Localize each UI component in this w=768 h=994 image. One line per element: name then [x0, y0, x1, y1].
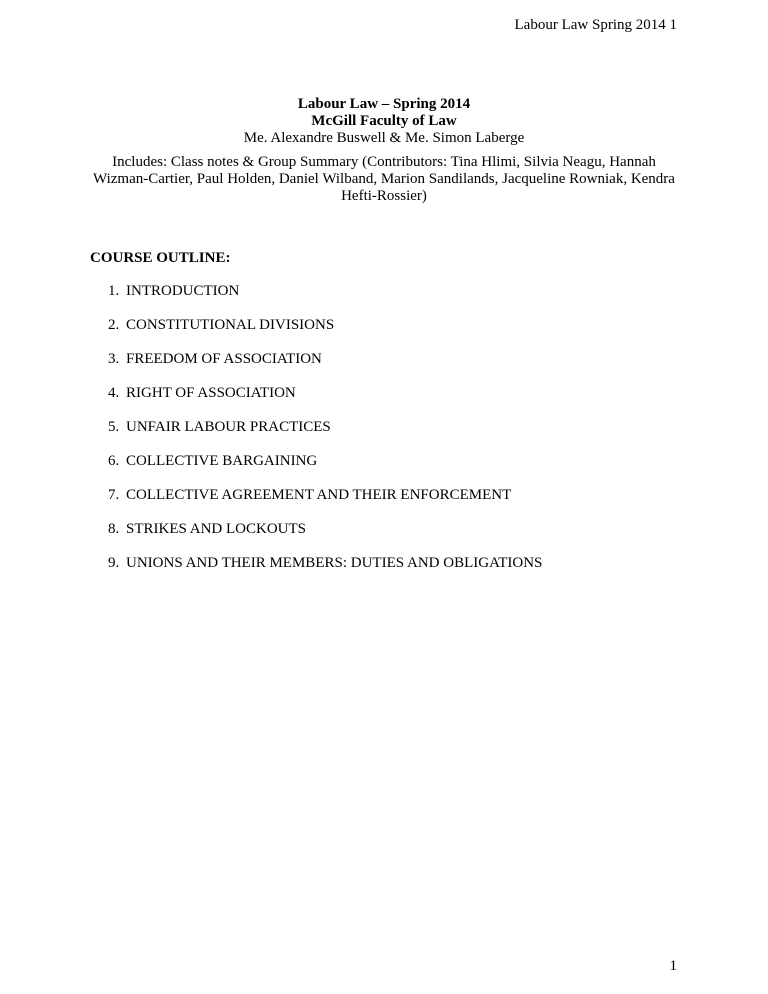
list-item-text: RIGHT OF ASSOCIATION [126, 385, 296, 401]
list-item [108, 350, 542, 384]
course-outline-heading: COURSE OUTLINE: [90, 250, 231, 266]
page-number: 1 [669, 958, 677, 974]
list-item [108, 418, 542, 452]
list-item-number: 1. [108, 283, 120, 299]
running-header: Labour Law Spring 2014 1 [514, 17, 677, 33]
list-item-text: UNIONS AND THEIR MEMBERS: DUTIES AND OBLIGATIONS [126, 555, 543, 571]
list-item [108, 554, 542, 588]
list-item [108, 520, 542, 554]
list-item-text: INTRODUCTION [126, 283, 240, 299]
list-item [108, 486, 542, 520]
includes-line-2: Wizman-Cartier, Paul Holden, Daniel Wilband, Marion Sandilands, Jacqueline Rowniak, Kendra [93, 171, 675, 187]
list-item [108, 316, 542, 350]
list-item-text: COLLECTIVE AGREEMENT AND THEIR ENFORCEMENT [126, 487, 512, 503]
list-item-text: CONSTITUTIONAL DIVISIONS [126, 317, 335, 333]
list-item-number: 6. [108, 453, 120, 469]
list-item-text: COLLECTIVE BARGAINING [126, 453, 318, 469]
list-item [108, 384, 542, 418]
institution-name: McGill Faculty of Law [311, 113, 457, 129]
includes-line-1: Includes: Class notes & Group Summary (Contributors: Tina Hlimi, Silvia Neagu, Hannah [112, 154, 656, 170]
list-item-number: 4. [108, 385, 120, 401]
list-item [108, 452, 542, 486]
instructors: Me. Alexandre Buswell & Me. Simon Laberge [243, 130, 525, 146]
list-item-number: 3. [108, 351, 120, 367]
list-item-text: FREEDOM OF ASSOCIATION [126, 351, 322, 367]
title-block [90, 96, 678, 147]
list-item [108, 282, 542, 316]
list-item-number: 5. [108, 419, 120, 435]
includes-line-3: Hefti-Rossier) [341, 188, 427, 204]
list-item-text: STRIKES AND LOCKOUTS [126, 521, 307, 537]
course-outline-list [108, 282, 542, 588]
list-item-number: 2. [108, 317, 120, 333]
list-item-number: 8. [108, 521, 120, 537]
list-item-number: 7. [108, 487, 120, 503]
list-item-text: UNFAIR LABOUR PRACTICES [126, 419, 331, 435]
document-title: Labour Law – Spring 2014 [297, 96, 471, 112]
list-item-number: 9. [108, 555, 120, 571]
includes-note [86, 154, 682, 205]
